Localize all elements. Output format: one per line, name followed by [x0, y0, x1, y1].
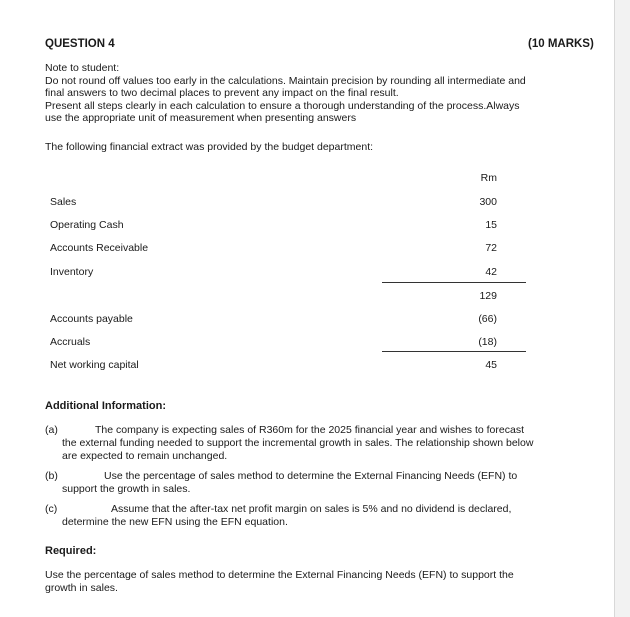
table-total-value: 45	[485, 359, 497, 371]
note-line: Do not round off values too early in the calculations. Maintain precision by rounding all intermediate and	[45, 74, 526, 87]
item-line: Assume that the after-tax net profit margin on sales is 5% and no dividend is declared,	[111, 503, 512, 515]
item-line: Use the percentage of sales method to determine the External Financing Needs (EFN) to	[104, 470, 518, 482]
item-line: are expected to remain unchanged.	[62, 450, 228, 462]
note-heading: Note to student:	[45, 62, 120, 74]
required-text	[45, 569, 514, 594]
table-row-label: Net working capital	[50, 359, 139, 371]
item-letter: (c)	[45, 503, 58, 515]
additional-info-title: Additional Information:	[45, 400, 166, 412]
total-rule	[382, 351, 526, 352]
table-unit-header: Rm	[480, 172, 497, 184]
item-line: The company is expecting sales of R360m for the 2025 financial year and wishes to forecast	[95, 424, 524, 436]
table-row-label: Operating Cash	[50, 219, 124, 231]
table-row-label: Accounts payable	[50, 313, 133, 325]
required-line: Use the percentage of sales method to determine the External Financing Needs (EFN) to support the	[45, 569, 514, 581]
table-row-value: (66)	[478, 313, 497, 325]
subtotal-rule	[382, 282, 526, 283]
table-row-value: 42	[485, 266, 497, 278]
note-to-student	[45, 62, 526, 125]
question-title: QUESTION 4	[45, 38, 115, 50]
required-line: growth in sales.	[45, 581, 118, 594]
table-row-label: Inventory	[50, 266, 94, 278]
table-row-value: 15	[485, 219, 497, 231]
table-row-label: Accruals	[50, 336, 91, 348]
table-row-value: (18)	[478, 336, 497, 348]
item-line: the external funding needed to support the incremental growth in sales. The relationship shown below	[62, 437, 534, 449]
item-line: support the growth in sales.	[62, 483, 191, 495]
question-marks: (10 MARKS)	[528, 38, 594, 50]
item-line: determine the new EFN using the EFN equation.	[62, 516, 288, 528]
note-line: final answers to two decimal places to prevent any impact on the final result.	[45, 87, 399, 99]
note-line: use the appropriate unit of measurement when presenting answers	[45, 112, 357, 124]
required-title: Required:	[45, 545, 97, 557]
table-subtotal-value: 129	[479, 290, 497, 302]
note-line: Present all steps clearly in each calculation to ensure a thorough understanding of the process.Always	[45, 99, 520, 112]
extract-intro: The following financial extract was provided by the budget department:	[45, 141, 374, 153]
table-row-label: Accounts Receivable	[50, 242, 149, 254]
item-letter: (a)	[45, 424, 58, 436]
table-row-label: Sales	[50, 196, 77, 208]
table-row-value: 72	[485, 242, 497, 254]
item-letter: (b)	[45, 470, 58, 482]
table-row-value: 300	[479, 196, 497, 208]
